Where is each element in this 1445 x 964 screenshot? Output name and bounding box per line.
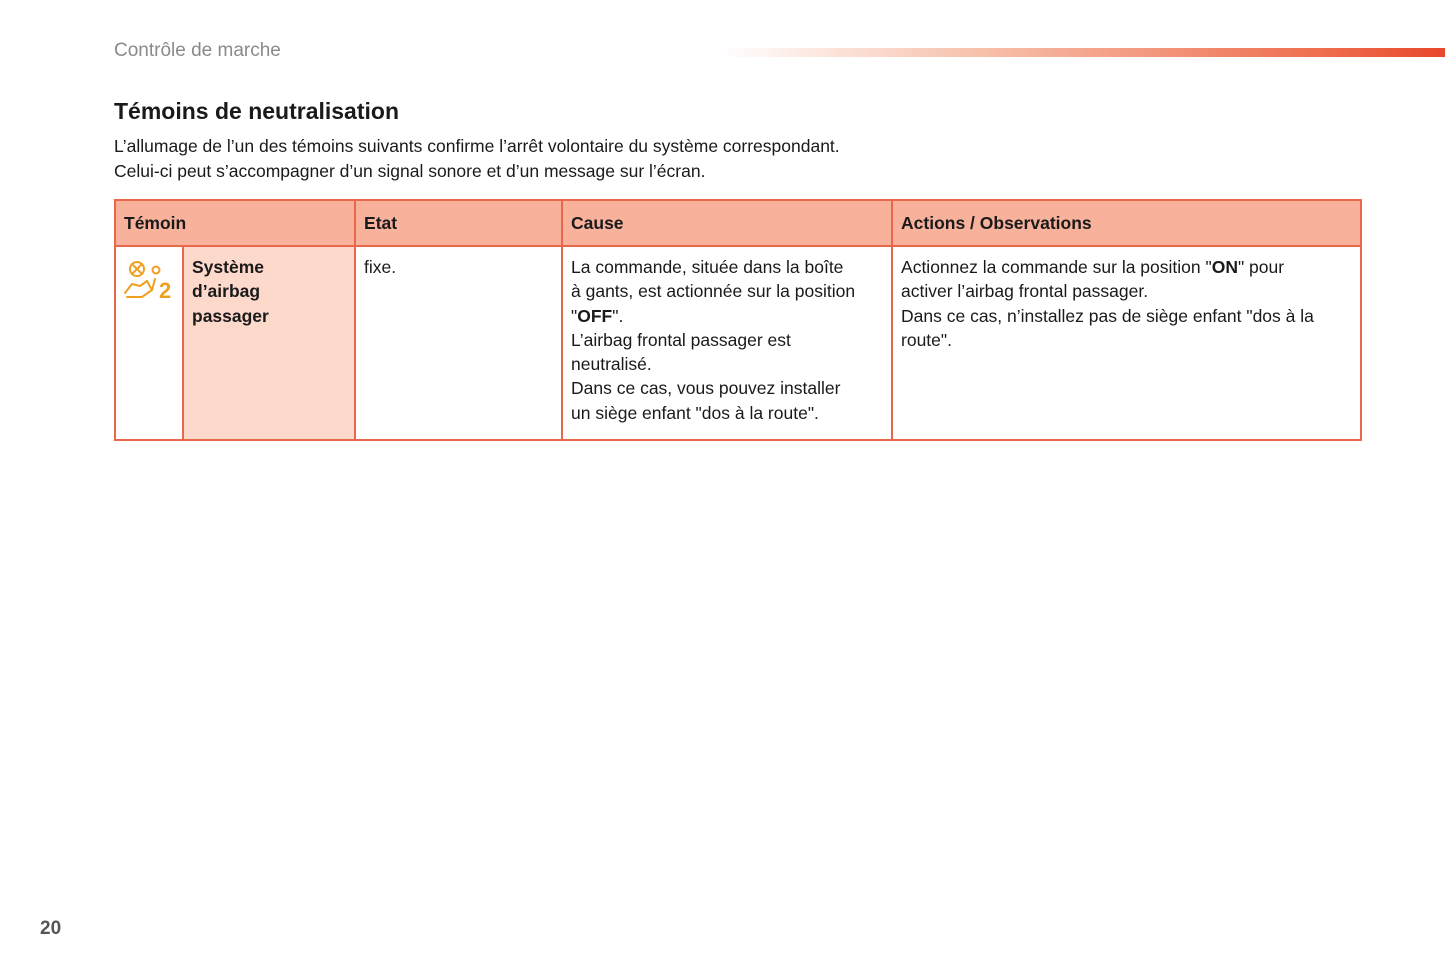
airbag-off-icon — [122, 257, 176, 303]
actions-cell — [892, 246, 1361, 440]
quote-open: " — [571, 305, 578, 326]
temoin-name-cell — [183, 246, 355, 440]
cause-line-2: à gants, est actionnée sur la position — [571, 281, 856, 302]
table-row — [115, 246, 1361, 440]
svg-text:2: 2 — [159, 278, 172, 303]
cause-line-6: Dans ce cas, vous pouvez installer — [571, 378, 841, 399]
header-accent-bar — [720, 48, 1445, 57]
cause-line-5: neutralisé. — [571, 354, 652, 375]
actions-post: " pour — [1237, 257, 1285, 277]
temoin-name-line-2: d’airbag — [192, 281, 261, 302]
section-header: Contrôle de marche — [114, 40, 281, 61]
actions-line-4: route". — [901, 329, 952, 350]
intro-line-1: L’allumage de l’un des témoins suivants confirme l’arrêt volontaire du système correspondant. — [114, 136, 840, 156]
etat-cell: fixe. — [355, 246, 562, 440]
icon-cell — [115, 246, 183, 440]
actions-line-3: Dans ce cas, n’installez pas de siège enfant "dos à la — [901, 305, 1314, 326]
header-etat: Etat — [355, 200, 562, 246]
cause-cell — [562, 246, 892, 440]
cause-line-1: La commande, située dans la boîte — [571, 257, 844, 277]
temoin-name-line-1: Système — [192, 257, 264, 277]
intro-text — [114, 134, 840, 183]
on-keyword: ON — [1211, 257, 1238, 277]
off-keyword: OFF — [577, 305, 613, 326]
header-temoin: Témoin — [115, 200, 355, 246]
actions-pre: Actionnez la commande sur la position " — [901, 257, 1212, 277]
actions-line-1 — [901, 255, 1352, 279]
actions-line-2: activer l’airbag frontal passager. — [901, 281, 1149, 302]
warning-lamps-table — [114, 199, 1362, 441]
cause-line-4: L’airbag frontal passager est — [571, 329, 791, 350]
page-title: Témoins de neutralisation — [114, 98, 399, 124]
page-number: 20 — [40, 918, 62, 939]
intro-line-2: Celui-ci peut s’accompagner d’un signal sonore et d’un message sur l’écran. — [114, 160, 706, 181]
cause-line-3 — [571, 304, 883, 328]
temoin-name-line-3: passager — [192, 305, 269, 326]
cause-line-7: un siège enfant "dos à la route". — [571, 402, 819, 423]
header-cause: Cause — [562, 200, 892, 246]
table-header-row — [115, 200, 1361, 246]
header-actions: Actions / Observations — [892, 200, 1361, 246]
quote-close: ". — [612, 305, 624, 326]
